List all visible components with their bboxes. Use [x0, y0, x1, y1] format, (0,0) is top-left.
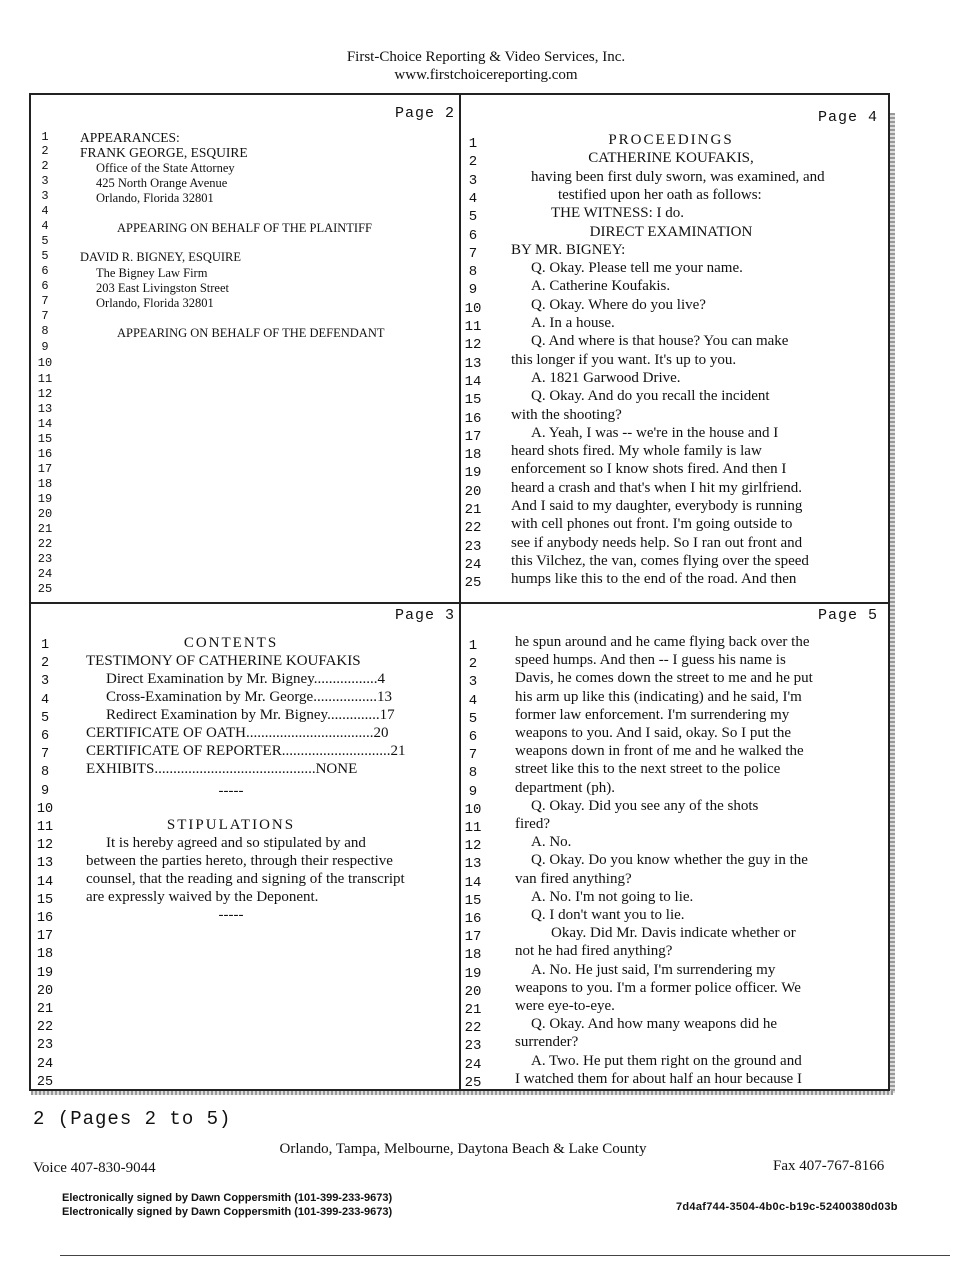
contents-line: TESTIMONY OF CATHERINE KOUFAKIS	[86, 653, 361, 669]
contents-line: -----	[218, 907, 244, 923]
contents-line: EXHIBITS...........................................NONE	[86, 761, 358, 777]
line-number: 4	[468, 190, 478, 207]
line-number: 23	[464, 538, 482, 555]
transcript-line: A. Catherine Koufakis.	[531, 278, 671, 295]
transcript-line: A. 1821 Garwood Drive.	[531, 369, 681, 386]
e-signature-line-2: Electronically signed by Dawn Coppersmith (101-399-233-9673)	[62, 1206, 393, 1218]
line-number: 5	[468, 209, 478, 226]
line-number: 20	[464, 983, 482, 1000]
line-number: 23	[37, 552, 53, 566]
transcript-line: weapons down in front of me and he walked the	[515, 743, 804, 760]
transcript-line: heard shots fired. My whole family is law	[511, 443, 762, 460]
transcript-line: And I said to my daughter, everybody is running	[511, 498, 803, 514]
line-number: 14	[464, 874, 482, 891]
contents-line: CERTIFICATE OF REPORTER.............................21	[86, 743, 406, 759]
line-number: 24	[37, 567, 53, 581]
line-number: 24	[464, 1056, 482, 1073]
line-number: 6	[40, 729, 50, 744]
appearance-line: APPEARANCES:	[80, 130, 180, 145]
appearance-line: Orlando, Florida 32801	[96, 296, 214, 310]
line-number: 3	[41, 174, 49, 188]
line-number: 15	[464, 392, 482, 409]
contents-line: It is hereby agreed and so stipulated by and	[106, 835, 366, 851]
line-number: 15	[36, 892, 54, 908]
line-number: 12	[464, 838, 482, 855]
line-number: 17	[36, 929, 54, 945]
fax-number: Fax 407-767-8166	[773, 1158, 885, 1174]
line-number: 1	[40, 638, 50, 653]
transcript-line: his arm up like this (indicating) and he said, I'm	[515, 688, 802, 705]
line-number: 13	[36, 856, 54, 872]
contents-line: Cross-Examination by Mr. George.................13	[106, 689, 392, 705]
line-number: 2	[468, 154, 478, 171]
line-number: 5	[41, 234, 49, 248]
line-number: 11	[464, 820, 482, 836]
appearance-line: Office of the State Attorney	[96, 161, 235, 175]
transcript-line: van fired anything?	[515, 870, 632, 887]
line-number: 2	[40, 656, 50, 672]
office-locations: Orlando, Tampa, Melbourne, Daytona Beach & Lake County	[279, 1141, 647, 1157]
line-number: 19	[36, 965, 54, 981]
line-number: 3	[41, 189, 49, 203]
line-number: 19	[37, 492, 53, 506]
line-number: 12	[36, 838, 54, 854]
line-number: 5	[40, 710, 50, 726]
transcript-line: this longer if you want. It's up to you.	[511, 351, 737, 368]
contents-line: counsel, that the reading and signing of the transcript	[86, 871, 405, 887]
transcript-line: Okay. Did Mr. Davis indicate whether or	[551, 925, 796, 942]
contents-line: Redirect Examination by Mr. Bigney..............17	[106, 707, 395, 723]
contents-line: are expressly waived by the Deponent.	[86, 889, 319, 905]
line-number: 21	[464, 1002, 482, 1018]
line-number: 15	[37, 432, 53, 446]
transcript-line: BY MR. BIGNEY:	[511, 241, 626, 258]
appearance-line: APPEARING ON BEHALF OF THE DEFENDANT	[117, 326, 385, 340]
line-number: 10	[37, 356, 53, 370]
appearance-line: FRANK GEORGE, ESQUIRE	[80, 145, 248, 160]
voice-number: Voice 407-830-9044	[33, 1160, 156, 1176]
appearance-line: APPEARING ON BEHALF OF THE PLAINTIFF	[117, 221, 372, 235]
page-5-label: Page 5	[818, 607, 879, 624]
line-number: 4	[40, 692, 50, 708]
transcript-line: PROCEEDINGS	[608, 132, 734, 148]
line-number: 23	[36, 1038, 54, 1054]
line-number: 18	[464, 947, 482, 964]
transcript-line: humps like this to the end of the road. And then	[511, 571, 797, 588]
line-number: 17	[37, 462, 53, 476]
line-number: 10	[464, 300, 482, 317]
line-number: 8	[468, 264, 478, 281]
transcript-line: I watched them for about half an hour because I	[515, 1070, 802, 1087]
transcript-line: Davis, he comes down the street to me and he put	[515, 670, 813, 687]
line-number: 3	[468, 172, 478, 189]
transcript-line: Q. And where is that house? You can make	[531, 333, 789, 350]
line-number: 22	[464, 520, 482, 537]
line-number: 8	[41, 324, 49, 338]
transcript-line: see if anybody needs help. So I ran out front and	[511, 534, 803, 551]
transcript-line: having been first duly sworn, was examined, and	[531, 168, 825, 185]
transcript-line: A. No. I'm not going to lie.	[531, 888, 694, 905]
transcript-line: enforcement so I know shots fired. And then I	[511, 461, 787, 478]
contents-line: CONTENTS	[183, 635, 279, 651]
page-range: 2 (Pages 2 to 5)	[33, 1108, 232, 1130]
line-number: 7	[468, 747, 478, 764]
transcript-line: fired?	[515, 816, 550, 832]
line-number: 12	[37, 387, 53, 401]
line-number: 25	[464, 1074, 482, 1091]
line-number: 7	[40, 747, 50, 763]
line-number: 9	[468, 783, 478, 800]
line-number: 9	[41, 340, 49, 354]
line-number: 5	[41, 249, 49, 263]
line-number: 8	[468, 765, 478, 782]
transcript-line: weapons to you. And I said, okay. So I put the	[515, 725, 792, 741]
transcript-line: DIRECT EXAMINATION	[589, 223, 753, 240]
line-number: 21	[37, 522, 53, 536]
line-number: 6	[468, 227, 478, 244]
transcript-line: this Vilchez, the van, comes flying over the speed	[511, 552, 809, 569]
line-number: 5	[468, 710, 478, 727]
transcript-line: Q. I don't want you to lie.	[531, 907, 685, 923]
transcript-line: he spun around and he came flying back over the	[515, 634, 810, 650]
line-number: 14	[36, 874, 54, 890]
line-number: 8	[40, 765, 50, 781]
line-number: 7	[468, 245, 478, 262]
line-number: 21	[36, 1002, 54, 1017]
line-number: 4	[468, 692, 478, 709]
appearance-line: 425 North Orange Avenue	[96, 176, 228, 190]
line-number: 7	[41, 309, 49, 323]
line-number: 13	[37, 402, 53, 416]
transcript-line: were eye-to-eye.	[515, 998, 615, 1014]
transcript-line: former law enforcement. I'm surrendering my	[515, 706, 790, 723]
transcript-line: with the shooting?	[511, 406, 622, 423]
line-number: 16	[37, 447, 53, 461]
transcript-line: department (ph).	[515, 779, 615, 796]
line-number: 16	[464, 911, 482, 927]
line-number: 20	[36, 983, 54, 999]
line-number: 13	[464, 856, 482, 873]
line-number: 3	[40, 674, 50, 690]
line-number: 10	[36, 801, 54, 817]
transcript-line: heard a crash and that's when I hit my girlfriend.	[511, 479, 802, 496]
line-number: 19	[464, 465, 482, 482]
transcript-line: A. No.	[531, 834, 572, 851]
line-number: 7	[41, 294, 49, 308]
line-number: 6	[41, 264, 49, 278]
line-number: 6	[468, 729, 478, 745]
page-4-label: Page 4	[818, 109, 879, 126]
line-number: 2	[41, 159, 49, 173]
line-number: 12	[464, 337, 482, 354]
line-number: 25	[37, 582, 53, 596]
line-number: 14	[37, 417, 53, 431]
transcript-line: CATHERINE KOUFAKIS,	[588, 150, 754, 167]
transcript-line: weapons to you. I'm a former police officer. We	[515, 979, 801, 996]
transcript-line: A. No. He just said, I'm surrendering my	[531, 961, 776, 978]
line-number: 24	[36, 1056, 54, 1072]
appearance-line: The Bigney Law Firm	[96, 266, 208, 280]
e-signature-line-1: Electronically signed by Dawn Coppersmith (101-399-233-9673)	[62, 1192, 393, 1204]
line-number: 25	[464, 575, 482, 592]
transcript-line: Q. Okay. And do you recall the incident	[531, 388, 770, 405]
line-number: 18	[36, 947, 54, 963]
page-3-label: Page 3	[395, 607, 456, 624]
line-number: 13	[464, 355, 482, 372]
company-website: www.firstchoicereporting.com	[394, 67, 578, 83]
contents-line: between the parties hereto, through their respective	[86, 853, 393, 869]
line-number: 22	[36, 1020, 54, 1036]
line-number: 17	[464, 428, 482, 445]
transcript-line: Q. Okay. Did you see any of the shots	[531, 797, 759, 814]
transcript-line: Q. Okay. Do you know whether the guy in the	[531, 852, 808, 869]
line-number: 20	[464, 483, 482, 500]
line-number: 19	[464, 965, 482, 982]
transcript-line: with cell phones out front. I'm going outside to	[511, 516, 793, 533]
line-number: 23	[464, 1038, 482, 1055]
line-number: 3	[468, 674, 478, 691]
line-number: 4	[41, 204, 49, 218]
line-number: 9	[468, 282, 478, 299]
page-2-label: Page 2	[395, 105, 456, 122]
appearance-line: 203 East Livingston Street	[96, 281, 229, 295]
line-number: 21	[464, 502, 482, 518]
transcript-line: A. In a house.	[531, 315, 615, 331]
transcript-line: speed humps. And then -- I guess his name is	[515, 652, 786, 669]
company-name: First-Choice Reporting & Video Services, Inc.	[346, 49, 626, 65]
line-number: 1	[468, 638, 478, 654]
line-number: 18	[37, 477, 53, 491]
transcript-line: street like this to the next street to the police	[515, 761, 781, 778]
line-number: 1	[41, 130, 49, 144]
line-number: 11	[37, 372, 53, 386]
line-number: 18	[464, 447, 482, 464]
appearance-line: Orlando, Florida 32801	[96, 191, 214, 205]
line-number: 4	[41, 219, 49, 233]
document-hash: 7d4af744-3504-4b0c-b19c-52400380d03b	[676, 1201, 898, 1213]
line-number: 22	[37, 537, 53, 551]
contents-line: CERTIFICATE OF OATH..................................20	[86, 725, 389, 741]
line-number: 2	[41, 144, 49, 158]
transcript-line: A. Two. He put them right on the ground and	[531, 1052, 802, 1069]
transcript-line: Q. Okay. And how many weapons did he	[531, 1016, 778, 1033]
line-number: 24	[464, 556, 482, 573]
bottom-rule	[60, 1255, 950, 1256]
contents-line: Direct Examination by Mr. Bigney.................4	[106, 671, 385, 687]
transcript-line: Q. Okay. Where do you live?	[531, 296, 706, 313]
line-number: 25	[36, 1074, 54, 1090]
line-number: 14	[464, 373, 482, 390]
transcript-line: THE WITNESS: I do.	[551, 205, 685, 222]
line-number: 11	[36, 820, 54, 835]
line-number: 15	[464, 892, 482, 909]
appearance-line: DAVID R. BIGNEY, ESQUIRE	[80, 250, 242, 264]
line-number: 1	[468, 136, 478, 152]
line-number: 9	[40, 783, 50, 799]
line-number: 6	[41, 279, 49, 293]
transcript-line: testified upon her oath as follows:	[558, 186, 762, 203]
line-number: 10	[464, 801, 482, 818]
line-number: 20	[37, 507, 53, 521]
line-number: 11	[464, 319, 482, 335]
line-number: 22	[464, 1020, 482, 1037]
transcript-line: not he had fired anything?	[515, 943, 673, 960]
contents-line: STIPULATIONS	[166, 817, 296, 833]
contents-line: -----	[218, 783, 244, 799]
transcript-line: surrender?	[515, 1034, 579, 1051]
transcript-frame	[29, 93, 890, 1091]
row-divider	[31, 602, 890, 604]
transcript-line: Q. Okay. Please tell me your name.	[531, 260, 743, 277]
line-number: 16	[464, 410, 482, 427]
line-number: 2	[468, 656, 478, 673]
line-number: 16	[36, 911, 54, 926]
line-number: 17	[464, 929, 482, 946]
transcript-line: A. Yeah, I was -- we're in the house and I	[531, 424, 779, 441]
